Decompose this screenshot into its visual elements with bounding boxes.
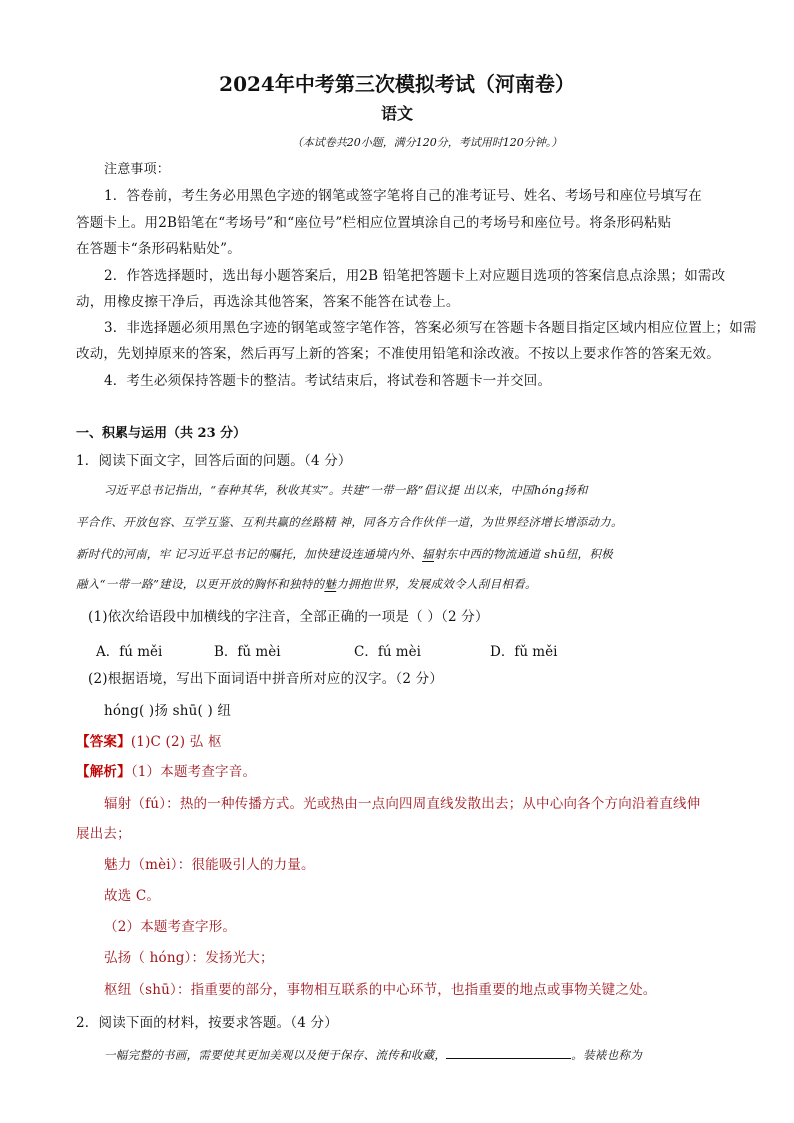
underlined-char: 辐 <box>422 547 434 561</box>
analysis-text: 魅力（mèi）：很能吸引人的力量。 <box>104 857 315 873</box>
fill-blank-line: hóng( )扬 shū( ) 纽 <box>104 703 232 719</box>
passage-line: 一幅完整的书画，需要使其更加美观以及便于保存、流传和收藏， 。装裱也称为 <box>104 1048 643 1062</box>
analysis-line: 【解析】（1）本题考查字音。 <box>76 764 257 780</box>
answer-blank[interactable] <box>446 1046 571 1059</box>
option-b[interactable]: B．fǔ mèi <box>214 644 281 660</box>
analysis-text: 辐射（fú）：热的一种传播方式。光或热由一点向四周直线发散出去；从中心向各个方向沿着直线伸 <box>104 796 701 812</box>
passage-line: 平合作、开放包容、互学互鉴、互利共赢的丝路精 神，同各方合作伙伴一道，为世界经济增长增添动力。 <box>76 515 623 529</box>
underlined-char: 魅 <box>324 577 337 591</box>
subject-title: 语文 <box>380 104 413 123</box>
notice-line: 动，用橡皮擦干净后，再选涂其他答案，答案不能答在试卷上。 <box>76 294 460 310</box>
option-a[interactable]: A．fú měi <box>96 644 163 660</box>
notice-heading: 注意事项： <box>104 162 171 177</box>
question-1-prompt: 1．阅读下面文字，回答后面的问题。（4 分） <box>76 453 352 469</box>
answer-label: 【答案】 <box>76 734 131 750</box>
analysis-text: 展出去； <box>76 826 131 842</box>
analysis-text: 弘扬（ hóng）：发扬光大； <box>104 950 274 966</box>
passage-line: 融入“一带一路”建设，以更开放的胸怀和独特的魅力拥抱世界，发展成效令人刮目相看。 <box>76 577 537 591</box>
exam-title: 2024年中考第三次模拟考试（河南卷） <box>219 72 575 96</box>
passage-line: 习近平总书记指出，“春种其华，秋收其实”。共建“一带一路”倡议提 出以来，中国hóng扬和 <box>104 483 588 497</box>
exam-note: （本试卷共20小题，满分120分，考试用时120分钟。） <box>291 136 563 149</box>
notice-line: 4．考生必须保持答题卡的整洁。考试结束后，将试卷和答题卡一并交回。 <box>104 373 552 389</box>
option-d[interactable]: D．fǔ měi <box>490 644 558 660</box>
question-2-prompt: 2．阅读下面的材料，按要求答题。（4 分） <box>76 1015 338 1031</box>
analysis-text: 枢纽（shū）：指重要的部分，事物相互联系的中心环节，也指重要的地点或事物关键之处。 <box>104 982 657 998</box>
analysis-text: （2）本题考查字形。 <box>104 919 237 935</box>
notice-line: 在答题卡“条形码粘贴处”。 <box>76 241 241 257</box>
section-heading: 一、积累与运用（共 23 分） <box>76 426 247 441</box>
sub-question-2: (2)根据语境，写出下面词语中拼音所对应的汉字。（2 分） <box>88 671 444 687</box>
notice-line: 2．作答选择题时，选出每小题答案后，用2B 铅笔把答题卡上对应题目选项的答案信息点涂黑；如需改 <box>104 268 726 284</box>
notice-line: 1．答卷前，考生务必用黑色字迹的钢笔或签字笔将自己的准考证号、姓名、考场号和座位号填写在 <box>104 188 702 204</box>
notice-line: 改动，先划掉原来的答案，然后再写上新的答案；不准使用铅笔和涂改液。不按以上要求作答的答案无效。 <box>76 346 720 362</box>
passage-line: 新时代的河南，牢 记习近平总书记的嘱托，加快建设连通境内外、辐射东中西的物流通道 shū纽，积极 <box>76 547 613 561</box>
notice-line: 3．非选择题必须用黑色字迹的钢笔或签字笔作答，答案必须写在答题卡各题目指定区域内相应位置上；如需 <box>104 320 757 336</box>
analysis-label: 【解析】 <box>76 764 131 780</box>
answer-text: (1)C (2) 弘 枢 <box>130 734 222 750</box>
sub-question-1: (1)依次给语段中加横线的字注音，全部正确的一项是（ ）（2 分） <box>88 609 489 625</box>
analysis-text: 故选 C。 <box>104 888 161 904</box>
notice-line: 答题卡上。用2B铅笔在“考场号”和“座位号”栏相应位置填涂自己的考场号和座位号。将条形码粘贴 <box>76 215 672 231</box>
answer-line <box>76 734 222 750</box>
option-c[interactable]: C．fú mèi <box>354 644 421 660</box>
